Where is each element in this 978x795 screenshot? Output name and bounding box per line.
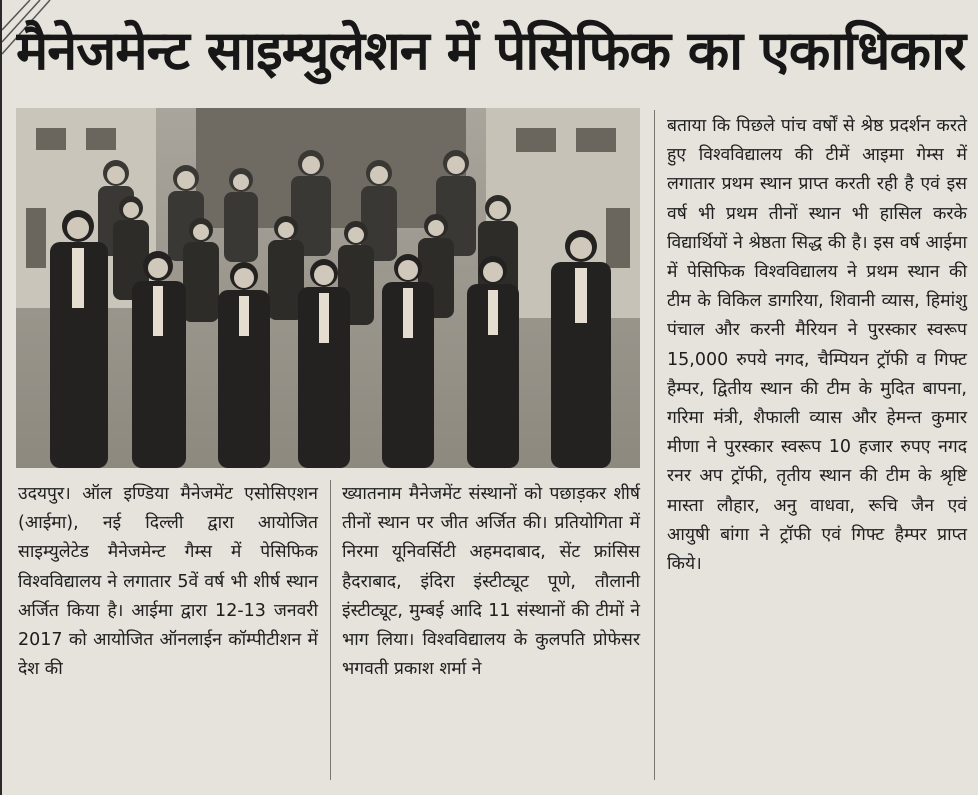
article-column-left bbox=[18, 480, 318, 684]
headline: मैनेजमेन्ट साइम्युलेशन में पेसिफिक का एकाधिकार bbox=[16, 19, 966, 82]
article-text: ख्यातनाम मैनेजमेंट संस्थानों को पछाड़कर शीर्ष तीनों स्थान पर जीत अर्जित की। प्रतियोगिता में निरमा यूनिवर्सिटी अहमदाबाद, सेंट फ्रांसिस हैदराबाद, इंदिरा इंस्टीट्यूट पूणे, तौलानी इंस्टीट्यूट, मुम्बई आदि 11 संस्थानों की टीमों ने भाग लिया। विश्वविद्यालय के कुलपति प्रोफेसर भगवती प्रकाश शर्मा ने bbox=[342, 484, 640, 680]
column-divider bbox=[654, 110, 655, 780]
article-column-right bbox=[667, 112, 967, 579]
article-text: उदयपुर। ऑल इण्डिया मैनेजमेंट एसोसिएशन (आईमा), नई दिल्ली द्वारा आयोजित साइम्युलेटेड मैनेजमेन्ट गैम्स में पेसिफिक विश्वविद्यालय ने लगातार 5वें वर्ष भी शीर्ष स्थान अर्जित किया है। आईमा द्वारा 12-13 जनवरी 2017 को आयोजित ऑनलाईन कॉम्पीटीशन में देश की bbox=[18, 484, 318, 680]
article-text: बताया कि पिछले पांच वर्षों से श्रेष्ठ प्रदर्शन करते हुए विश्वविद्यालय की टीमें आइमा गेम्स में लगातार प्रथम स्थान प्राप्त करती रही है एवं इस वर्ष भी प्रथम तीनों स्थान भी हासिल करके विद्यार्थियों ने श्रेष्ठता सिद्ध की है। इस वर्ष आईमा में पेसिफिक विश्वविद्यालय ने प्रथम स्थान की टीम के विकिल डागरिया, शिवानी व्यास, हिमांशु पंचाल और करनी मैरियन ने पुरस्कार स्वरूप 15,000 रुपये नगद, चैम्पियन ट्रॉफी व गिफ्ट हैम्पर, द्वितीय स्थान की टीम के मुदित बापना, गरिमा मंत्री, शैफाली व्यास और हेमन्त कुमार मीणा ने पुरस्कार स्वरूप 10 हजार रुपए नगद रनर अप ट्रॉफी, तृतीय स्थान की टीम के श्रृष्टि मास्ता लौहार, अनु वाधवा, रूचि जैन एवं आयुषी बांगा ने ट्रॉफी एवं गिफ्ट हैम्पर प्राप्त किये। bbox=[667, 116, 967, 575]
group-photo bbox=[16, 108, 640, 468]
column-divider bbox=[330, 480, 331, 780]
article-column-middle bbox=[342, 480, 640, 684]
